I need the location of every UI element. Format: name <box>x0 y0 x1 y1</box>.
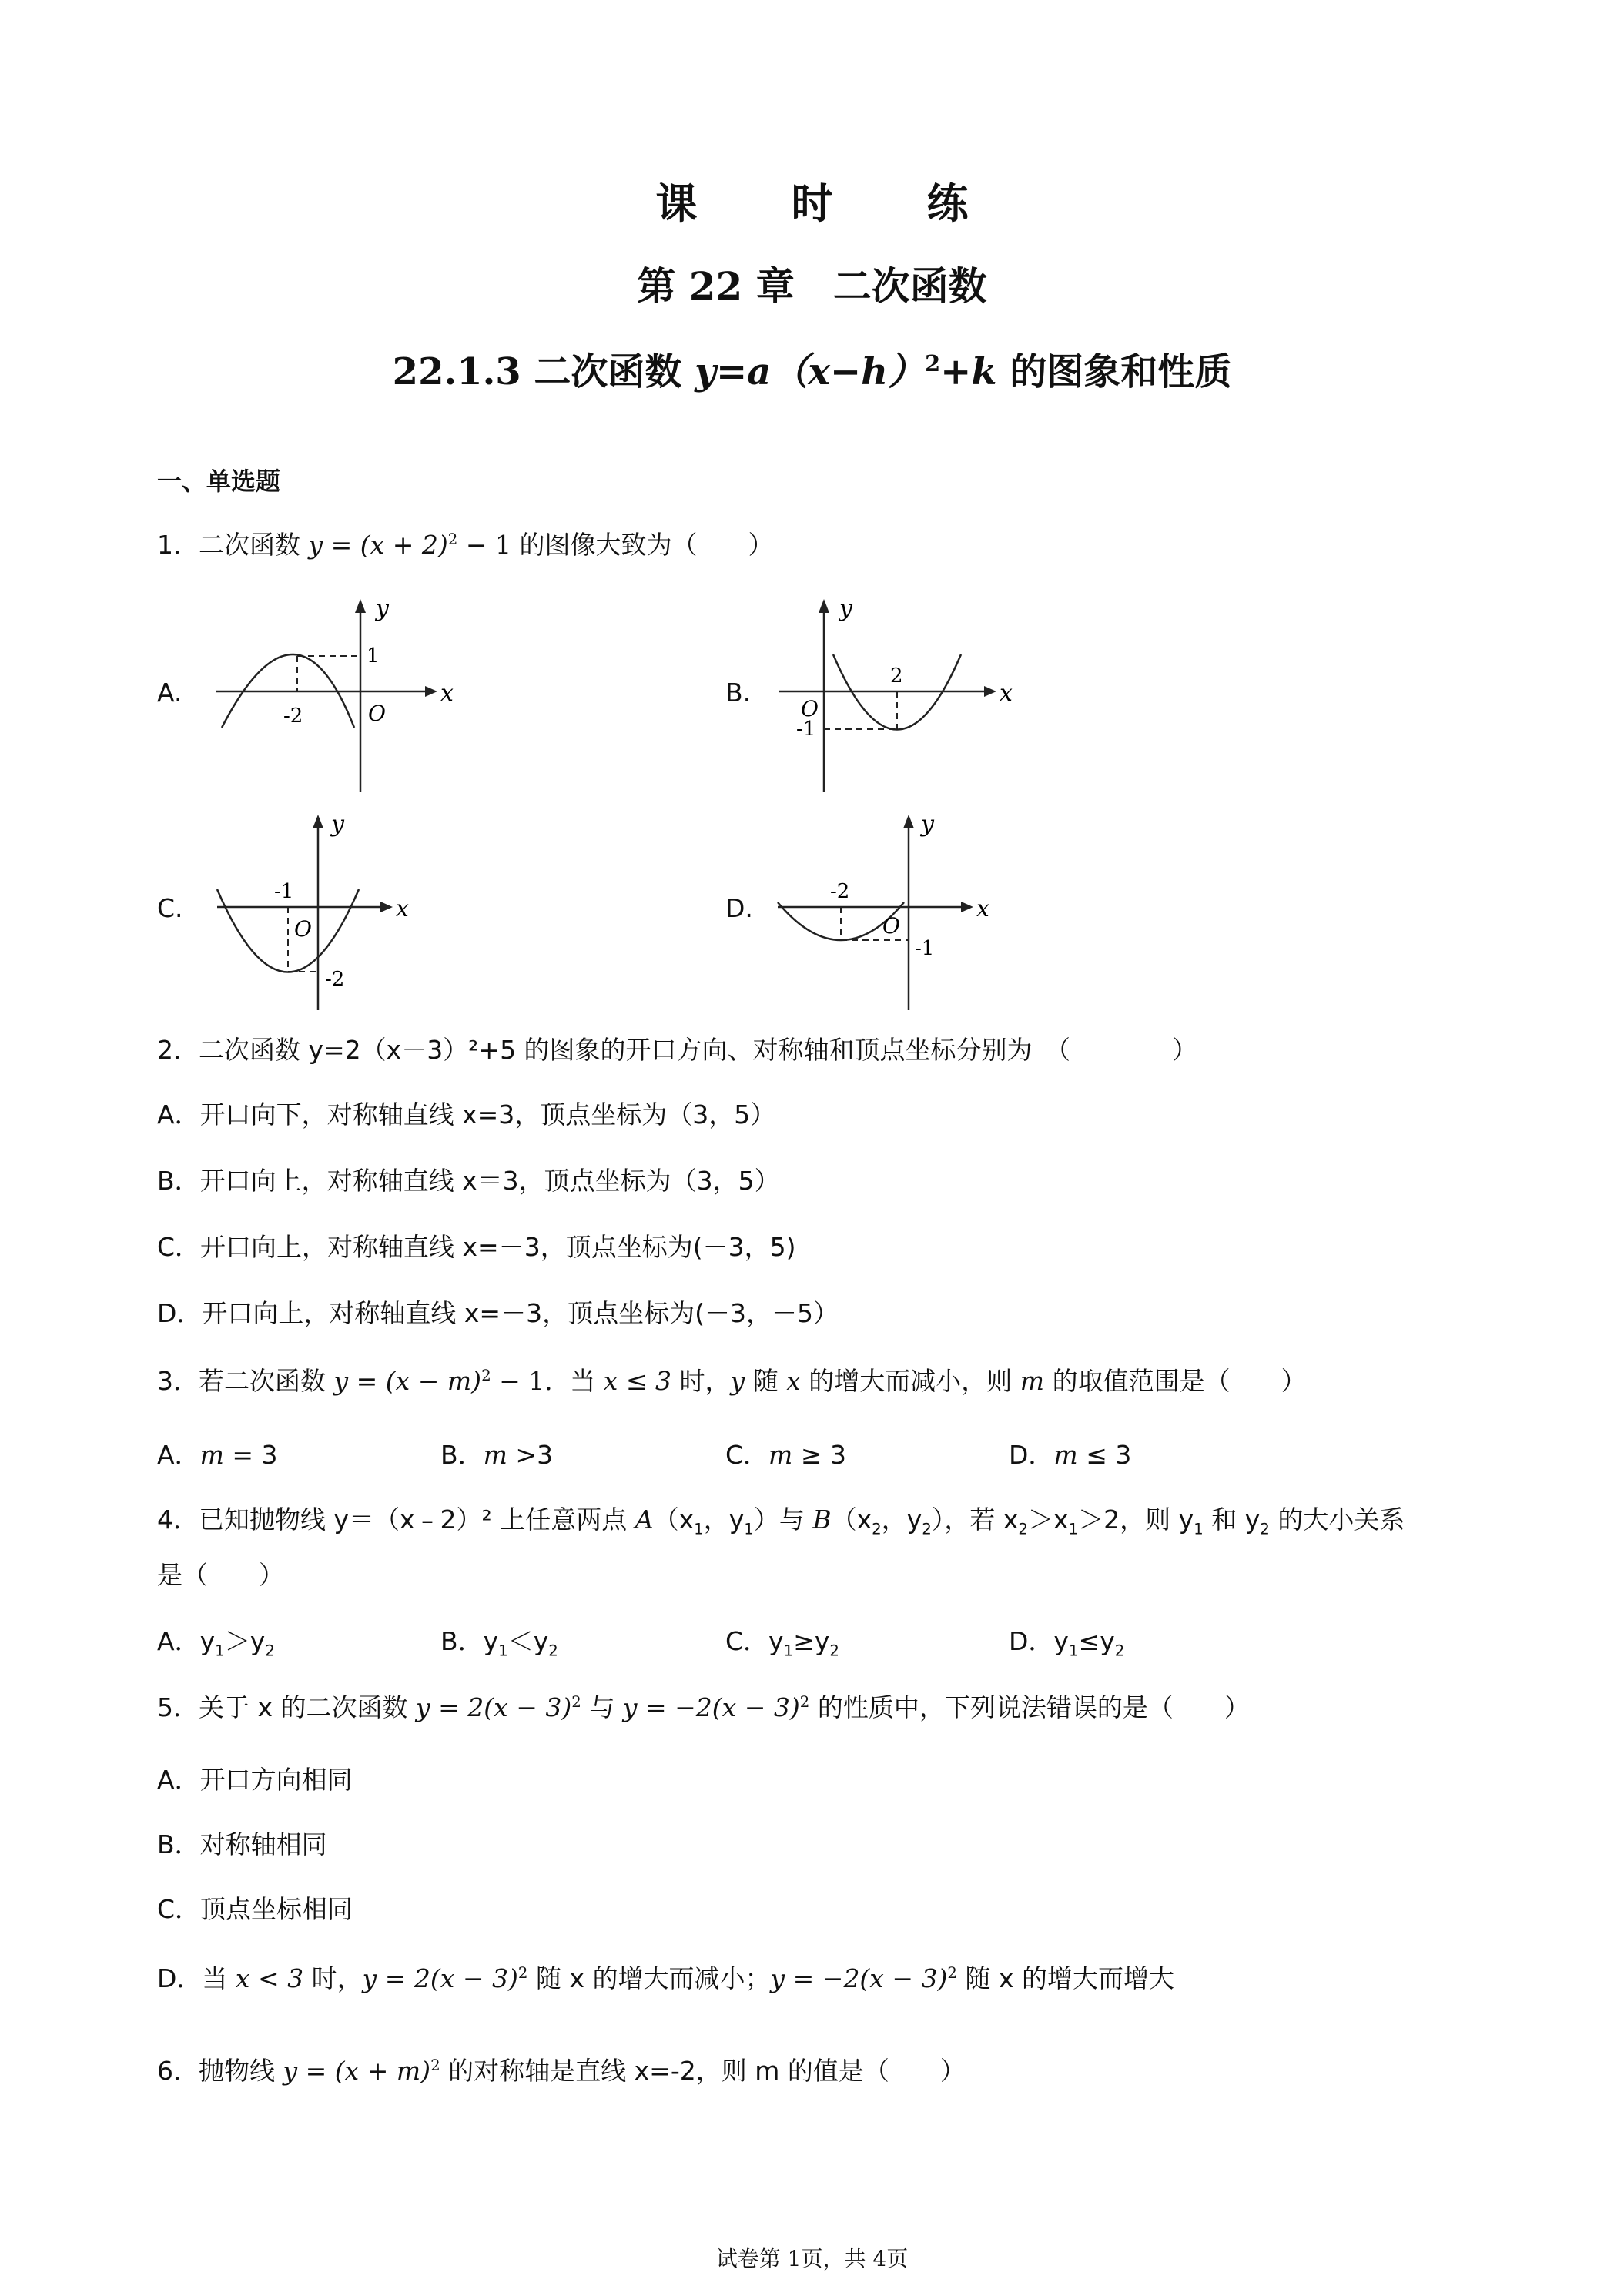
page-title: 课 时 练 <box>655 179 995 228</box>
question-4: 4．已知抛物线 y＝（x﹣2）² 上任意两点 $A(x_1$，$y_1$）与 $B(x_2$，$y_2$），若 $x_2>x_1>2$，则 $y_1$ 和 $y_2$ 的大小关系 <box>157 1504 1405 1538</box>
label-y: y <box>331 811 344 838</box>
y-axis-arrow <box>355 599 366 613</box>
label-b: -2 <box>283 705 303 728</box>
q3-option-b: B．m >3 <box>440 1440 554 1470</box>
y-axis-arrow <box>819 599 829 613</box>
q1-graph-d <box>770 808 1016 1016</box>
section-title: 22.1.3 二次函数 $y=a(x-h)^2+k$ 的图象和性质 <box>392 350 1232 393</box>
q2-option-d: D．开口向上，对称轴直线 x=－3，顶点坐标为(－3，－5） <box>157 1298 839 1328</box>
q4-option-a: A．$y_1>y_2$ <box>157 1626 275 1660</box>
label-y: y <box>921 811 934 838</box>
question-2: 2．二次函数 y=2（x－3）²+5 的图象的开口方向、对称轴和顶点坐标分别为 （ ） <box>157 1035 1198 1065</box>
y-axis-arrow <box>903 815 914 828</box>
section-heading: 一、单选题 <box>157 467 281 496</box>
chapter-title: 第 22 章 二次函数 <box>637 263 987 309</box>
q1-option-c-letter: C. <box>157 893 183 923</box>
q1-option-a-letter: A. <box>157 678 182 708</box>
label-b: -1 <box>915 937 935 960</box>
question-3: 3．若二次函数 $y = (x - m)^2 - 1$．当 x ≤ 3 时，y 随 x 的增大而减小，则 m 的取值范围是（ ） <box>157 1366 1307 1396</box>
label-o: O <box>882 913 900 939</box>
label-b: -2 <box>325 968 345 991</box>
q3-option-d: D．m ≤ 3 <box>1009 1440 1132 1470</box>
label-y: y <box>376 595 389 622</box>
q5-option-c: C．顶点坐标相同 <box>157 1894 353 1924</box>
q5-option-d: D．当 x < 3 时，$y = 2(x - 3)^2$ 随 x 的增大而减小；$y = -2(x - 3)^2$ 随 x 的增大而增大 <box>157 1963 1175 1993</box>
q2-option-b: B．开口向上，对称轴直线 x＝3，顶点坐标为（3，5） <box>157 1166 780 1196</box>
label-a: 2 <box>890 664 903 688</box>
q1-option-d-letter: D. <box>725 893 753 923</box>
x-axis-arrow <box>425 686 437 697</box>
x-axis-arrow <box>984 686 996 697</box>
q4-option-b: B．$y_1<y_2$ <box>440 1626 558 1660</box>
label-o: O <box>368 701 386 726</box>
question-1: 1．二次函数 $y = (x + 2)^2 - 1$ 的图像大致为（ ） <box>157 530 774 560</box>
x-axis-arrow <box>961 902 973 912</box>
q5-option-b: B．对称轴相同 <box>157 1829 327 1859</box>
label-x: x <box>396 895 409 922</box>
q2-option-a: A．开口向下，对称轴直线 x=3，顶点坐标为（3，5） <box>157 1099 776 1130</box>
q4-option-c: C．$y_1\ge y_2$ <box>725 1626 839 1660</box>
label-o: O <box>294 916 312 942</box>
q1-graph-a <box>208 593 454 801</box>
question-4-line2: 是（ ） <box>157 1560 284 1590</box>
question-5: 5．关于 x 的二次函数 $y = 2(x - 3)^2$ 与 $y = -2(x - 3)^2$ 的性质中，下列说法错误的是（ ） <box>157 1692 1250 1722</box>
label-x: x <box>440 680 454 707</box>
q2-option-c: C．开口向上，对称轴直线 x=－3，顶点坐标为(－3，5) <box>157 1232 796 1262</box>
q1-graph-b <box>770 593 1016 801</box>
label-x: x <box>976 895 989 922</box>
label-o: O <box>801 696 819 721</box>
label-a: -2 <box>830 880 850 903</box>
label-a: -1 <box>274 880 294 903</box>
label-a: 1 <box>367 644 380 668</box>
label-y: y <box>839 595 852 622</box>
q4-option-d: D．$y_1\le y_2$ <box>1009 1626 1125 1660</box>
page-footer: 试卷第 1页，共 4页 <box>715 2246 909 2271</box>
label-x: x <box>1000 680 1013 707</box>
q1-graph-c <box>208 808 454 1016</box>
question-6: 6．抛物线 $y = (x + m)^2$ 的对称轴是直线 x=-2，则 m 的值是（ ） <box>157 2056 966 2086</box>
label-b: -1 <box>796 718 816 741</box>
q5-option-a: A．开口方向相同 <box>157 1765 353 1795</box>
y-axis-arrow <box>313 815 323 828</box>
x-axis-arrow <box>380 902 393 912</box>
q3-option-a: A．m = 3 <box>157 1440 278 1470</box>
q3-option-c: C．m ≥ 3 <box>725 1440 846 1470</box>
q1-option-b-letter: B. <box>725 678 752 708</box>
